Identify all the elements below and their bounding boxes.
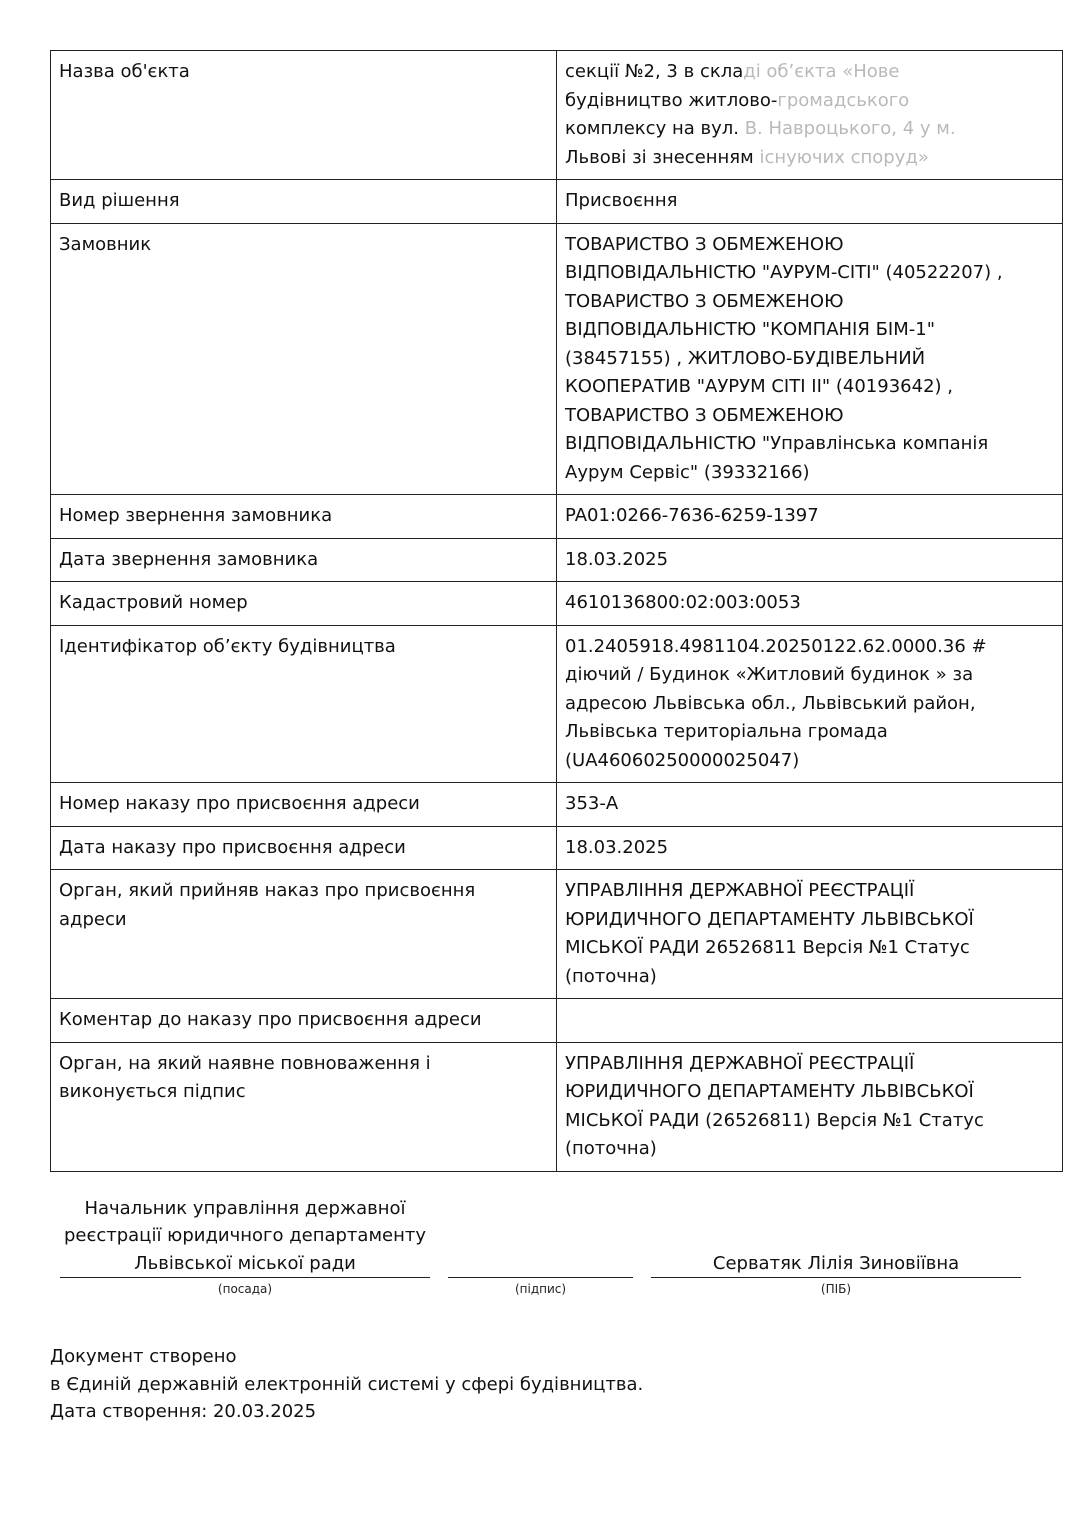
field-value-line (565, 790, 1054, 819)
footer-line-system: в Єдиній державній електронній системі у сфері будівництва. (50, 1373, 644, 1395)
document-table-body (51, 51, 1063, 1172)
field-value-text: Львові зі знесенням (565, 146, 760, 168)
field-label-line: виконується підпис (59, 1081, 246, 1102)
field-value-text: Аурум Сервіс" (39332166) (565, 461, 810, 483)
field-value-text: ВІДПОВІДАЛЬНІСТЮ "КОМПАНІЯ БІМ-1" (565, 319, 935, 340)
table-row (51, 783, 1063, 827)
field-value-line (565, 718, 1054, 747)
field-value-line (565, 877, 1054, 906)
table-row (51, 582, 1063, 626)
table-row (51, 870, 1063, 999)
field-value-text: МІСЬКОЇ РАДИ (26526811) Версія №1 Статус (565, 1109, 984, 1131)
signature-block (60, 1186, 1022, 1296)
field-value-line (565, 402, 1054, 431)
footer-line-created: Документ створено (50, 1346, 237, 1367)
field-value-line (565, 459, 1054, 488)
field-value-line (565, 58, 1054, 87)
field-value-line (565, 187, 1054, 216)
field-value-faded-text: існуючих споруд» (759, 146, 929, 168)
field-value (557, 826, 1063, 870)
field-value-text: ВІДПОВІДАЛЬНІСТЮ "АУРУМ-СІТІ" (40522207) , (565, 262, 1003, 283)
field-value-text: 18.03.2025 (565, 836, 669, 858)
field-value-line (565, 430, 1054, 459)
field-label-line: Вид рішення (59, 190, 180, 211)
field-value (557, 1042, 1063, 1171)
field-value-line (565, 633, 1054, 662)
field-label (51, 783, 557, 827)
field-value-line (565, 963, 1054, 992)
signatory-position-line: Начальник управління державної (84, 1197, 406, 1219)
signatory-position-line: реєстрації юридичного департаменту (63, 1225, 427, 1246)
footer-note (50, 1343, 643, 1426)
field-value-line (565, 661, 1054, 690)
field-label (51, 870, 557, 999)
field-value-faded-text: громадського (777, 89, 910, 111)
field-value-text: 01.2405918.4981104.20250122.62.0000.36 # (565, 635, 987, 657)
field-value-line (565, 259, 1054, 288)
field-value-text: комплексу на вул. (565, 118, 745, 139)
field-label (51, 582, 557, 626)
field-value-text: КООПЕРАТИВ "АУРУМ СІТІ ІІ" (40193642) , (565, 376, 953, 397)
field-value-line (565, 934, 1054, 963)
field-value-line (565, 288, 1054, 317)
field-value-line (565, 589, 1054, 618)
field-value-faded-text: В. Навроцького, 4 у м. (744, 118, 956, 139)
field-value-text: (поточна) (565, 1138, 657, 1159)
field-value-line (565, 1135, 1054, 1164)
field-value-line (565, 834, 1054, 863)
field-value-text: 4610136800:02:003:0053 (565, 592, 801, 613)
footer-line-date: Дата створення: 20.03.2025 (50, 1401, 317, 1422)
field-value-text: (поточна) (565, 965, 657, 987)
field-label (51, 1042, 557, 1171)
field-label-line: Кадастровий номер (59, 592, 248, 613)
field-value (557, 999, 1063, 1043)
field-value-text: УПРАВЛІННЯ ДЕРЖАВНОЇ РЕЄСТРАЦІЇ (565, 880, 915, 901)
field-label-line: Орган, який прийняв наказ про присвоєння (59, 880, 476, 901)
field-value (557, 538, 1063, 582)
field-label-line: Назва об'єкта (59, 61, 190, 82)
field-label (51, 51, 557, 180)
field-value-text: будівництво житлово- (565, 89, 778, 111)
field-label (51, 999, 557, 1043)
field-value (557, 625, 1063, 783)
field-label-line: адреси (59, 908, 127, 930)
field-value-text: ТОВАРИСТВО З ОБМЕЖЕНОЮ (565, 233, 844, 255)
field-label-line: Дата звернення замовника (59, 548, 319, 570)
field-value-text: Присвоєння (565, 190, 678, 211)
field-value (557, 180, 1063, 224)
field-value-text: PA01:0266-7636-6259-1397 (565, 505, 819, 526)
field-value-line (565, 906, 1054, 935)
field-value-line (565, 115, 1054, 144)
position-caption: (посада) (217, 1282, 273, 1296)
name-caption: (ПІБ) (820, 1282, 852, 1296)
field-value-faded-text: ді об’єкта «Нове (743, 61, 900, 82)
field-value-text: ВІДПОВІДАЛЬНІСТЮ "Управлінська компанія (565, 433, 989, 454)
field-value-text: ЮРИДИЧНОГО ДЕПАРТАМЕНТУ ЛЬВІВСЬКОЇ (565, 1081, 974, 1102)
field-label (51, 625, 557, 783)
field-value-line (565, 231, 1054, 260)
field-value (557, 582, 1063, 626)
document-table (50, 50, 1063, 1172)
table-row (51, 1042, 1063, 1171)
field-label (51, 180, 557, 224)
field-value-line (565, 345, 1054, 374)
field-value (557, 223, 1063, 495)
field-label (51, 495, 557, 539)
signatory-position (60, 1195, 430, 1279)
table-row (51, 495, 1063, 539)
signatory-position-line: Львівської міської ради (134, 1252, 356, 1274)
signatory-name: Серватяк Лілія Зиновіївна (651, 1250, 1021, 1279)
field-value-text: УПРАВЛІННЯ ДЕРЖАВНОЇ РЕЄСТРАЦІЇ (565, 1052, 915, 1074)
field-value-text: Львівська територіальна громада (565, 721, 888, 742)
signature-caption: (підпис) (514, 1282, 567, 1296)
field-label-line: Орган, на який наявне повноваження і (59, 1052, 431, 1074)
field-value-text: секції №2, 3 в скла (565, 61, 744, 82)
field-label-line: Ідентифікатор об’єкту будівництва (59, 635, 396, 657)
table-row (51, 826, 1063, 870)
field-value-text: 18.03.2025 (565, 548, 669, 570)
field-value-line (565, 144, 1054, 173)
field-value (557, 495, 1063, 539)
table-row (51, 51, 1063, 180)
table-row (51, 538, 1063, 582)
field-value (557, 870, 1063, 999)
field-value-text: ЮРИДИЧНОГО ДЕПАРТАМЕНТУ ЛЬВІВСЬКОЇ (565, 908, 974, 930)
field-label-line: Номер звернення замовника (59, 505, 333, 526)
field-value-line (565, 546, 1054, 575)
field-label-line: Дата наказу про присвоєння адреси (59, 836, 406, 858)
field-value-text: діючий / Будинок «Житловий будинок » за (565, 664, 974, 685)
field-value-line (565, 690, 1054, 719)
field-value-line (565, 1107, 1054, 1136)
field-label (51, 223, 557, 495)
field-label (51, 538, 557, 582)
table-row (51, 223, 1063, 495)
table-row (51, 180, 1063, 224)
field-value-line (565, 87, 1054, 116)
field-value-line (565, 747, 1054, 776)
table-row (51, 999, 1063, 1043)
field-value-text: МІСЬКОЇ РАДИ 26526811 Версія №1 Статус (565, 937, 970, 958)
field-value-text: (UA46060250000025047) (565, 749, 800, 771)
field-value-text: ТОВАРИСТВО З ОБМЕЖЕНОЮ (565, 290, 844, 312)
field-value-line (565, 502, 1054, 531)
field-value-text: 353-А (565, 793, 619, 814)
signature-line (448, 1250, 633, 1278)
field-label-line: Номер наказу про присвоєння адреси (59, 793, 420, 814)
field-value-line (565, 1078, 1054, 1107)
field-label-line: Замовник (59, 233, 152, 255)
field-value-text: (38457155) , ЖИТЛОВО-БУДІВЕЛЬНИЙ (565, 347, 926, 369)
field-value-text: адресою Львівська обл., Львівський район, (565, 692, 976, 714)
field-value-line (565, 316, 1054, 345)
field-label-line: Коментар до наказу про присвоєння адреси (59, 1009, 482, 1030)
field-value-text: ТОВАРИСТВО З ОБМЕЖЕНОЮ (565, 404, 844, 426)
field-value (557, 51, 1063, 180)
field-value (557, 783, 1063, 827)
field-value-line (565, 1050, 1054, 1079)
field-label (51, 826, 557, 870)
table-row (51, 625, 1063, 783)
field-value-line (565, 373, 1054, 402)
